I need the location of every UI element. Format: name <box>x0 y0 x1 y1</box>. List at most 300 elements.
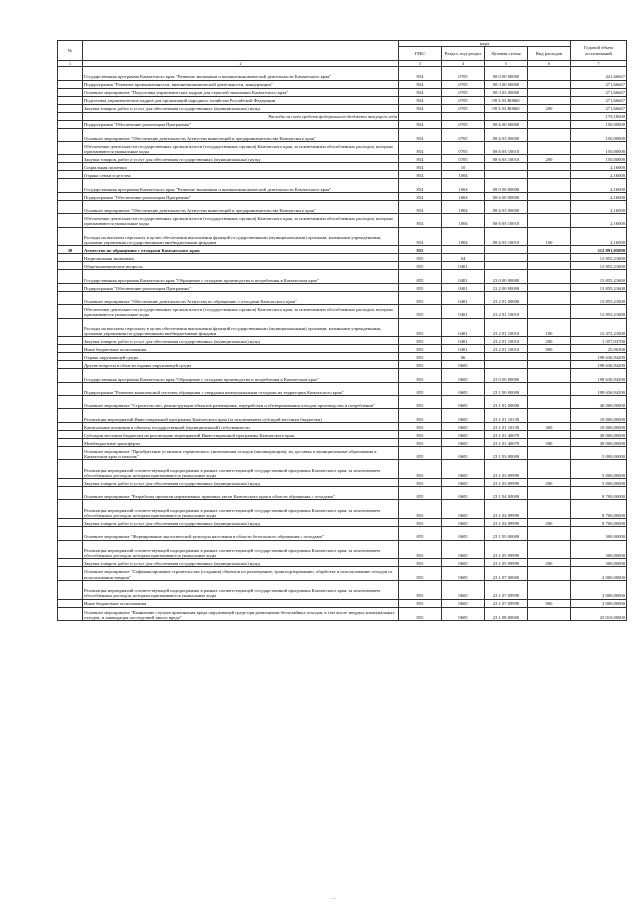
table-row <box>58 214 627 227</box>
row-razdel-cell: 0705 <box>442 67 485 80</box>
row-num-cell <box>58 446 83 459</box>
row-name-cell: Закупка товаров, работ и услуг для обеспечения государственных (муниципальных) нужд <box>83 104 399 112</box>
row-vr-cell <box>528 120 571 128</box>
row-razdel-cell: 1004 <box>442 214 485 227</box>
row-name-cell: Основное мероприятие "Приобретение установок термического уничтожения отходов (инсинераторов), их доставка в муниципальные образования в Камчатском крае и монтаж" <box>83 446 399 459</box>
row-name-cell: Иные бюджетные ассигнования <box>83 599 399 607</box>
row-cs-cell: 08 0 00 00000 <box>485 179 528 192</box>
row-num-cell <box>58 120 83 128</box>
row-vr-cell <box>528 163 571 171</box>
row-amount-cell: 271,66667 <box>571 80 627 88</box>
row-grbs-cell: 855 <box>399 353 442 361</box>
row-vr-cell <box>528 262 571 270</box>
row-num-cell <box>58 262 83 270</box>
row-amount-cell: 300,00000 <box>571 540 627 559</box>
row-amount-cell: 150,00000 <box>571 155 627 163</box>
row-razdel-cell: 0605 <box>442 580 485 599</box>
row-vr-cell <box>528 500 571 519</box>
row-grbs-cell <box>399 112 442 120</box>
table-row <box>58 96 627 104</box>
row-name-cell: Расходы на выплаты персоналу в целях обеспечения выполнения функций государственными (муниципальными) органами, казенными учреждениями, органами управления государственными внебюджетными фондами <box>83 318 399 337</box>
row-name-cell: Расходы за счет средств федерального бюджета текущего года <box>83 112 399 120</box>
row-cs-cell: 23 1 07 00000 <box>485 567 528 580</box>
row-grbs-cell: 855 <box>399 500 442 519</box>
row-num-cell <box>58 141 83 154</box>
row-razdel-cell: 0705 <box>442 120 485 128</box>
row-amount-cell: 198 636,94290 <box>571 361 627 369</box>
row-num-cell <box>58 353 83 361</box>
row-amount-cell: 10 000,00000 <box>571 409 627 422</box>
row-name-cell: Социальная политика <box>83 163 399 171</box>
row-amount-cell: 2,16000 <box>571 179 627 192</box>
row-num-cell <box>58 155 83 163</box>
row-name-cell: Закупка товаров, работ и услуг для обеспечения государственных (муниципальных) нужд <box>83 519 399 527</box>
table-row <box>58 179 627 192</box>
column-number-cell: 7 <box>571 61 627 67</box>
row-num-cell <box>58 540 83 559</box>
row-num-cell <box>58 128 83 141</box>
row-cs-cell: 23 1 04 09990 <box>485 500 528 519</box>
row-razdel-cell: 0401 <box>442 318 485 337</box>
row-num-cell <box>58 179 83 192</box>
row-vr-cell: 800 <box>528 599 571 607</box>
table-row <box>58 120 627 128</box>
row-cs-cell: 08 3 00 00000 <box>485 80 528 88</box>
row-amount-cell: 198 636,94290 <box>571 382 627 395</box>
row-num-cell <box>58 291 83 304</box>
table-row <box>58 67 627 80</box>
row-amount-cell: 179,18000 <box>571 112 627 120</box>
row-num-cell <box>58 460 83 479</box>
row-vr-cell <box>528 283 571 291</box>
row-cs-cell: 23 1 01 10130 <box>485 422 528 430</box>
row-vr-cell: 500 <box>528 438 571 446</box>
row-num-cell <box>58 227 83 246</box>
row-amount-cell: 150,00000 <box>571 120 627 128</box>
table-row <box>58 580 627 599</box>
row-amount-cell: 2,16000 <box>571 163 627 171</box>
row-grbs-cell: 855 <box>399 559 442 567</box>
row-num-cell: 38 <box>58 246 83 254</box>
row-amount-cell: 8 700,00000 <box>571 487 627 500</box>
row-amount-cell: 13 855,21600 <box>571 270 627 283</box>
row-vr-cell <box>528 460 571 479</box>
row-razdel-cell: 1004 <box>442 171 485 179</box>
column-number-cell: 3 <box>399 61 442 67</box>
row-vr-cell <box>528 361 571 369</box>
row-amount-cell: 40 000,00000 <box>571 396 627 409</box>
row-razdel-cell: 0605 <box>442 559 485 567</box>
table-row <box>58 361 627 369</box>
row-name-cell: Основное мероприятие "Обеспечение деятельности Агентства инвестиций и предпринимательства Камчатского края" <box>83 128 399 141</box>
row-grbs-cell: 855 <box>399 254 442 262</box>
row-razdel-cell: 0605 <box>442 607 485 620</box>
header-amount: Годовой объем ассигнований <box>571 41 627 61</box>
row-name-cell: Охрана семьи и детства <box>83 171 399 179</box>
row-num-cell <box>58 361 83 369</box>
row-razdel-cell: 0605 <box>442 382 485 395</box>
row-grbs-cell: 855 <box>399 246 442 254</box>
row-cs-cell <box>485 112 528 120</box>
row-num-cell <box>58 283 83 291</box>
row-razdel-cell: 0605 <box>442 430 485 438</box>
row-grbs-cell: 855 <box>399 291 442 304</box>
row-name-cell: Закупка товаров, работ и услуг для обеспечения государственных (муниципальных) нужд <box>83 337 399 345</box>
row-name-cell: Общеэкономические вопросы <box>83 262 399 270</box>
row-vr-cell: 200 <box>528 559 571 567</box>
row-vr-cell: 200 <box>528 104 571 112</box>
header-razdel: Раздел, под-раздел <box>442 47 485 61</box>
header-grbs: ГРБС <box>399 47 442 61</box>
row-num-cell <box>58 487 83 500</box>
row-razdel-cell: 1004 <box>442 192 485 200</box>
row-name-cell: Подпрограмма "Развитие комплексной системы обращения с твердыми коммунальными отходами на территории Камчатского края" <box>83 382 399 395</box>
row-name-cell: Обеспечение деятельности государственных органов власти (государственных органов) Камчатского края, за исключением обособленных расходов, которым присваиваются уникальные коды <box>83 305 399 318</box>
row-num-cell <box>58 479 83 487</box>
row-amount-cell: 271,66667 <box>571 88 627 96</box>
row-grbs-cell: 855 <box>399 567 442 580</box>
row-amount-cell: 271,66667 <box>571 96 627 104</box>
row-amount-cell: 271,66667 <box>571 104 627 112</box>
row-num-cell <box>58 382 83 395</box>
table-body <box>58 67 627 621</box>
column-number-cell: 6 <box>528 61 571 67</box>
row-grbs-cell: 854 <box>399 200 442 213</box>
row-name-cell: Государственная программа Камчатского края "Развитие экономики и внешнеэкономической деятельности Камчатского края" <box>83 179 399 192</box>
table-row <box>58 80 627 88</box>
budget-table <box>57 40 627 621</box>
row-razdel-cell: 0401 <box>442 337 485 345</box>
table-row <box>58 305 627 318</box>
row-cs-cell: 23 1 07 09990 <box>485 580 528 599</box>
row-razdel-cell: 0705 <box>442 141 485 154</box>
row-name-cell: Капитальные вложения в объекты государственной (муниципальной) собственности <box>83 422 399 430</box>
row-grbs-cell: 855 <box>399 409 442 422</box>
row-cs-cell: 23 1 05 00000 <box>485 527 528 540</box>
row-num-cell <box>58 599 83 607</box>
row-amount-cell: 13 855,21600 <box>571 254 627 262</box>
row-vr-cell: 200 <box>528 519 571 527</box>
row-num-cell <box>58 345 83 353</box>
table-row <box>58 438 627 446</box>
row-razdel-cell: 0605 <box>442 396 485 409</box>
row-num-cell <box>58 422 83 430</box>
row-cs-cell: 23 1 04 00000 <box>485 487 528 500</box>
row-grbs-cell: 855 <box>399 361 442 369</box>
row-cs-cell: 08 3 03 R0660 <box>485 104 528 112</box>
row-num-cell <box>58 567 83 580</box>
row-amount-cell: 300,00000 <box>571 559 627 567</box>
row-razdel-cell: 10 <box>442 163 485 171</box>
table-row <box>58 192 627 200</box>
row-name-cell: Обеспечение деятельности государственных органов власти (государственных органов) Камчатского края, за исключением обособленных расходов, которым присваиваются уникальные коды <box>83 214 399 227</box>
table-row <box>58 382 627 395</box>
row-num-cell <box>58 192 83 200</box>
table-row <box>58 369 627 382</box>
row-vr-cell <box>528 607 571 620</box>
row-vr-cell: 100 <box>528 318 571 337</box>
table-row <box>58 254 627 262</box>
row-amount-cell: 13 855,21600 <box>571 291 627 304</box>
row-razdel-cell: 0605 <box>442 409 485 422</box>
row-razdel-cell: 0401 <box>442 270 485 283</box>
table-row <box>58 88 627 96</box>
row-cs-cell <box>485 246 528 254</box>
row-name-cell: Подготовка управленческих кадров для организаций народного хозяйства Российской Федерации <box>83 96 399 104</box>
row-razdel-cell: 0605 <box>442 527 485 540</box>
row-amount-cell: 2,16000 <box>571 200 627 213</box>
row-num-cell <box>58 607 83 620</box>
table-row <box>58 262 627 270</box>
row-cs-cell: 08 3 03 00000 <box>485 88 528 96</box>
row-cs-cell: 23 1 04 09990 <box>485 519 528 527</box>
row-vr-cell <box>528 141 571 154</box>
row-razdel-cell: 0605 <box>442 369 485 382</box>
row-num-cell <box>58 96 83 104</box>
row-cs-cell: 23 2 01 10010 <box>485 337 528 345</box>
table-row <box>58 171 627 179</box>
row-grbs-cell: 855 <box>399 446 442 459</box>
row-grbs-cell: 854 <box>399 155 442 163</box>
row-grbs-cell: 855 <box>399 270 442 283</box>
row-amount-cell: 2,16000 <box>571 227 627 246</box>
row-num-cell <box>58 318 83 337</box>
row-name-cell: Подпрограмма "Обеспечение реализации Программы" <box>83 283 399 291</box>
row-name-cell: Основное мероприятие "Формирование экологической культуры населения в области безопасного обращения с отходами" <box>83 527 399 540</box>
row-vr-cell <box>528 567 571 580</box>
row-cs-cell: 23 2 01 10010 <box>485 305 528 318</box>
row-cs-cell: 23 1 00 00000 <box>485 382 528 395</box>
row-razdel-cell: 04 <box>442 254 485 262</box>
row-razdel-cell: 0705 <box>442 128 485 141</box>
table-row <box>58 318 627 337</box>
row-razdel-cell: 0401 <box>442 262 485 270</box>
row-vr-cell <box>528 80 571 88</box>
row-razdel-cell: 0705 <box>442 96 485 104</box>
row-amount-cell: 421,66667 <box>571 67 627 80</box>
row-num-cell <box>58 214 83 227</box>
row-vr-cell: 200 <box>528 337 571 345</box>
row-vr-cell <box>528 527 571 540</box>
row-grbs-cell: 854 <box>399 67 442 80</box>
row-name-cell: Государственная программа Камчатского края "Обращение с отходами производства и потребления в Камчатском крае" <box>83 369 399 382</box>
row-amount-cell: 5 000,00000 <box>571 479 627 487</box>
row-num-cell <box>58 67 83 80</box>
row-grbs-cell: 855 <box>399 527 442 540</box>
row-grbs-cell: 855 <box>399 487 442 500</box>
row-grbs-cell: 855 <box>399 369 442 382</box>
row-name-cell: Межбюджетные трансферты <box>83 438 399 446</box>
row-cs-cell: 23 1 01 40070 <box>485 438 528 446</box>
row-vr-cell <box>528 96 571 104</box>
row-razdel-cell: 0705 <box>442 104 485 112</box>
row-razdel-cell: 0605 <box>442 422 485 430</box>
row-cs-cell: 08 3 03 R0660 <box>485 96 528 104</box>
row-grbs-cell: 854 <box>399 227 442 246</box>
row-vr-cell <box>528 112 571 120</box>
row-cs-cell: 08 6 03 00000 <box>485 128 528 141</box>
row-vr-cell <box>528 291 571 304</box>
row-vr-cell <box>528 214 571 227</box>
row-cs-cell: 23 1 03 09990 <box>485 460 528 479</box>
table-row <box>58 527 627 540</box>
row-grbs-cell: 855 <box>399 607 442 620</box>
row-num-cell <box>58 430 83 438</box>
row-razdel-cell <box>442 112 485 120</box>
row-cs-cell <box>485 163 528 171</box>
row-num-cell <box>58 163 83 171</box>
row-grbs-cell: 855 <box>399 422 442 430</box>
row-name-cell: Другие вопросы в области охраны окружающей среды <box>83 361 399 369</box>
row-name-cell: Закупка товаров, работ и услуг для обеспечения государственных (муниципальных) нужд <box>83 559 399 567</box>
row-razdel-cell: 0605 <box>442 500 485 519</box>
table-row <box>58 422 627 430</box>
row-vr-cell: 200 <box>528 479 571 487</box>
column-number-cell: 4 <box>442 61 485 67</box>
row-name-cell: Подпрограмма "Обеспечение реализации Программы" <box>83 120 399 128</box>
row-vr-cell: 800 <box>528 345 571 353</box>
row-num-cell <box>58 254 83 262</box>
row-num-cell <box>58 369 83 382</box>
row-cs-cell <box>485 353 528 361</box>
row-cs-cell: 23 1 01 40070 <box>485 430 528 438</box>
row-amount-cell: 5 000,00000 <box>571 460 627 479</box>
row-amount-cell: 150,00000 <box>571 128 627 141</box>
column-number-cell: 5 <box>485 61 528 67</box>
table-row <box>58 246 627 254</box>
row-amount-cell: 2,16000 <box>571 192 627 200</box>
row-grbs-cell: 854 <box>399 171 442 179</box>
table-row <box>58 163 627 171</box>
row-razdel-cell: 0605 <box>442 479 485 487</box>
table-row <box>58 337 627 345</box>
row-grbs-cell: 855 <box>399 460 442 479</box>
table-row <box>58 430 627 438</box>
row-grbs-cell: 855 <box>399 396 442 409</box>
table-row <box>58 141 627 154</box>
row-grbs-cell: 854 <box>399 192 442 200</box>
row-razdel-cell: 0705 <box>442 88 485 96</box>
table-row <box>58 270 627 283</box>
row-vr-cell <box>528 179 571 192</box>
row-num-cell <box>58 519 83 527</box>
row-num-cell <box>58 527 83 540</box>
row-amount-cell: 150,00000 <box>571 141 627 154</box>
row-grbs-cell: 855 <box>399 599 442 607</box>
row-amount-cell: 2 000,00000 <box>571 599 627 607</box>
row-cs-cell: 23 2 01 00000 <box>485 291 528 304</box>
row-cs-cell: 23 1 01 00000 <box>485 396 528 409</box>
table-row <box>58 460 627 479</box>
row-amount-cell: 25 010,00000 <box>571 607 627 620</box>
table-row <box>58 446 627 459</box>
row-amount-cell: 8 700,00000 <box>571 500 627 519</box>
row-vr-cell <box>528 171 571 179</box>
row-vr-cell <box>528 67 571 80</box>
row-grbs-cell: 854 <box>399 88 442 96</box>
row-cs-cell <box>485 361 528 369</box>
row-razdel-cell: 0605 <box>442 446 485 459</box>
row-cs-cell: 23 2 01 10010 <box>485 318 528 337</box>
row-cs-cell: 08 6 03 10010 <box>485 155 528 163</box>
row-amount-cell: 30 000,00000 <box>571 430 627 438</box>
row-name-cell: Субсидии местным бюджетам на реализацию мероприятий Инвестиционной программы Камчатского края <box>83 430 399 438</box>
table-row <box>58 104 627 112</box>
row-amount-cell: 30 000,00000 <box>571 438 627 446</box>
row-cs-cell: 23 2 00 00000 <box>485 283 528 291</box>
row-amount-cell: 2 000,00000 <box>571 567 627 580</box>
table-row <box>58 291 627 304</box>
row-vr-cell <box>528 409 571 422</box>
row-grbs-cell: 855 <box>399 540 442 559</box>
row-amount-cell: 13 855,21600 <box>571 262 627 270</box>
row-razdel-cell: 06 <box>442 353 485 361</box>
row-num-cell <box>58 500 83 519</box>
header-vr: Вид расходов <box>528 47 571 61</box>
row-vr-cell <box>528 254 571 262</box>
header-codes: коды <box>399 41 571 47</box>
row-name-cell: Закупка товаров, работ и услуг для обеспечения государственных (муниципальных) нужд <box>83 479 399 487</box>
row-cs-cell: 08 6 03 10010 <box>485 227 528 246</box>
row-name-cell: Реализация мероприятий Инвестиционной программы Камчатского края (за исключением субсидий местным бюджетам) <box>83 409 399 422</box>
row-cs-cell: 23 0 00 00000 <box>485 369 528 382</box>
row-name-cell: Основное мероприятие "Обеспечение деятельности Агентства инвестиций и предпринимательства Камчатского края" <box>83 200 399 213</box>
row-razdel-cell: 0605 <box>442 487 485 500</box>
row-vr-cell <box>528 305 571 318</box>
row-razdel-cell: 0401 <box>442 291 485 304</box>
row-num-cell <box>58 171 83 179</box>
row-name-cell: Реализация мероприятий соответствующей подпрограммы в рамках соответствующей государственной программы Камчатского края, за исключением обособленных расходов, которым присваиваются уникальные коды <box>83 500 399 519</box>
table-row <box>58 540 627 559</box>
table-row <box>58 200 627 213</box>
row-cs-cell: 23 0 00 00000 <box>485 270 528 283</box>
row-cs-cell: 23 1 01 10130 <box>485 409 528 422</box>
row-cs-cell: 23 1 05 09990 <box>485 540 528 559</box>
table-row <box>58 409 627 422</box>
row-cs-cell: 23 1 08 00000 <box>485 607 528 620</box>
row-razdel-cell: 1004 <box>442 200 485 213</box>
row-amount-cell: 198 636,94290 <box>571 369 627 382</box>
row-name-cell: Реализация мероприятий соответствующей подпрограммы в рамках соответствующей государственной программы Камчатского края, за исключением обособленных расходов, которым присваиваются уникальные коды <box>83 540 399 559</box>
row-name-cell: Основное мероприятие "Выявление случаев причинения вреда окружающей среде при размещении бесхозяйных отходов, в том числе твердых коммунальных отходов, и ликвидация последствий такого вреда" <box>83 607 399 620</box>
row-razdel-cell: 0605 <box>442 567 485 580</box>
row-num-cell <box>58 200 83 213</box>
table-row <box>58 487 627 500</box>
row-grbs-cell: 855 <box>399 519 442 527</box>
row-cs-cell: 23 1 03 00000 <box>485 446 528 459</box>
row-grbs-cell: 855 <box>399 580 442 599</box>
table-row <box>58 500 627 519</box>
row-grbs-cell: 854 <box>399 104 442 112</box>
row-name-cell: Обеспечение деятельности государственных органов власти (государственных органов) Камчатского края, за исключением обособленных расходов, которым присваиваются уникальные коды <box>83 141 399 154</box>
row-num-cell <box>58 409 83 422</box>
row-amount-cell: 8 700,00000 <box>571 519 627 527</box>
row-name-cell: Реализация мероприятий соответствующей подпрограммы в рамках соответствующей государственной программы Камчатского края, за исключением обособленных расходов, которым присваиваются уникальные коды <box>83 460 399 479</box>
row-vr-cell <box>528 580 571 599</box>
table-row <box>58 283 627 291</box>
row-grbs-cell: 855 <box>399 479 442 487</box>
row-razdel-cell: 0605 <box>442 438 485 446</box>
table-row <box>58 599 627 607</box>
row-name-cell: Основное мероприятие "Подготовка управленческих кадров для отраслей экономики Камчатского края" <box>83 88 399 96</box>
row-num-cell <box>58 80 83 88</box>
header-num: № <box>58 41 83 61</box>
row-cs-cell: 23 1 03 09990 <box>485 479 528 487</box>
row-grbs-cell: 854 <box>399 214 442 227</box>
row-name-cell: Иные бюджетные ассигнования <box>83 345 399 353</box>
row-amount-cell: 5 000,00000 <box>571 446 627 459</box>
row-name-cell: Государственная программа Камчатского края "Обращение с отходами производства и потребления в Камчатском крае" <box>83 270 399 283</box>
